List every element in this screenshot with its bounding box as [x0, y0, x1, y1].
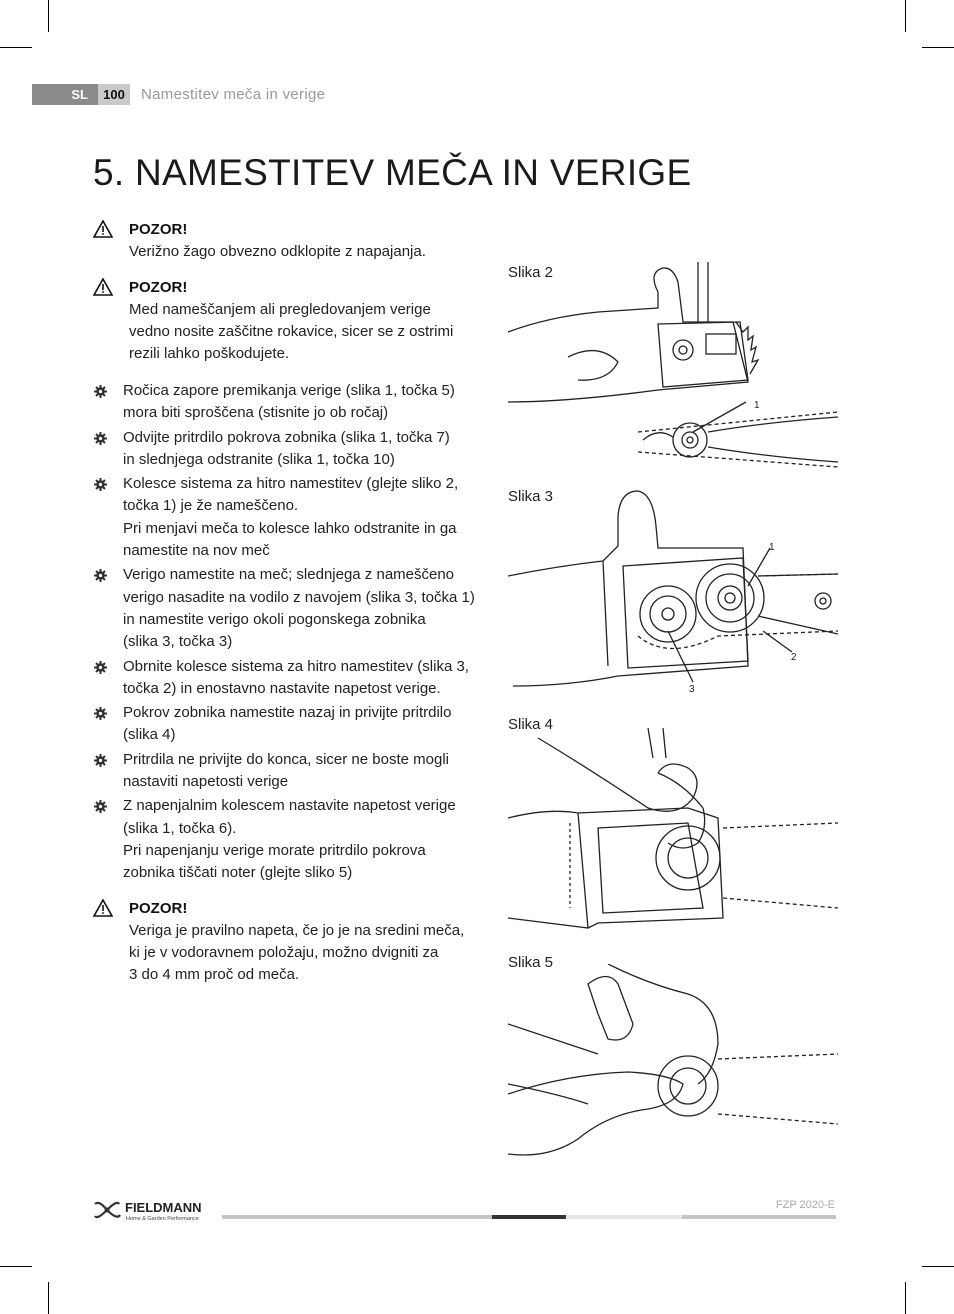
- gear-bullet-icon: [94, 754, 107, 767]
- list-item-line: Pokrov zobnika namestite nazaj in privijte pritrdilo: [123, 704, 452, 722]
- brand-tagline: Home & Garden Performance: [126, 1216, 199, 1222]
- footer-rule: [566, 1215, 682, 1219]
- gear-bullet-icon: [94, 800, 107, 813]
- crop-mark: [0, 1266, 32, 1267]
- list-item: [93, 795, 483, 884]
- list-item-line: (slika 1, točka 6).: [123, 819, 237, 837]
- gear-bullet-icon: [94, 569, 107, 582]
- gear-bullet-icon: [94, 385, 107, 398]
- list-item-line: (slika 4): [123, 726, 176, 744]
- figure-label: Slika 3: [508, 488, 554, 505]
- list-item-line: in namestite verigo okoli pogonskega zobnika: [123, 610, 426, 628]
- figure-3-callout: 2: [791, 652, 797, 663]
- warning-label: POZOR!: [129, 900, 188, 917]
- warning-text: vedno nosite zaščitne rokavice, sicer se z ostrimi: [129, 323, 454, 340]
- warning-text: ki je v vodoravnem položaju, možno dvigniti za: [129, 944, 439, 961]
- page-number: 100: [98, 84, 130, 105]
- list-item: [93, 656, 483, 701]
- crop-mark: [0, 47, 32, 48]
- list-item-line: mora biti sproščena (stisnite jo ob ročaj): [123, 404, 389, 422]
- figure-3-callout: 1: [769, 542, 775, 553]
- list-item: [93, 564, 483, 653]
- figure-label: Slika 4: [508, 716, 554, 733]
- warning-icon: [93, 899, 113, 917]
- list-item-line: točka 2) in enostavno nastavite napetost verige.: [123, 679, 441, 697]
- figure-label: Slika 2: [508, 264, 554, 281]
- warning-text: 3 do 4 mm proč od meča.: [129, 966, 300, 983]
- list-item: [93, 473, 483, 562]
- list-item-line: zobnika tiščati noter (glejte sliko 5): [123, 864, 353, 882]
- list-item-line: verigo nasadite na vodilo z navojem (slika 3, točka 1): [123, 588, 475, 606]
- list-item: [93, 702, 483, 747]
- footer-rule: [492, 1215, 566, 1219]
- model-number: FZP 2020-E: [775, 1199, 835, 1211]
- list-item-line: Pri napenjanju verige morate pritrdilo pokrova: [123, 841, 426, 859]
- list-item-line: Odvijte pritrdilo pokrova zobnika (slika 1, točka 7): [123, 428, 450, 446]
- warning-text: rezili lahko poškodujete.: [129, 345, 290, 362]
- section-header: Namestitev meča in verige: [141, 86, 326, 103]
- gear-bullet-icon: [94, 661, 107, 674]
- warning-icon: [93, 220, 113, 238]
- crop-mark: [905, 1282, 906, 1314]
- list-item-line: Kolesce sistema za hitro namestitev (glejte sliko 2,: [123, 475, 459, 493]
- warning-icon: [93, 278, 113, 296]
- crop-mark: [905, 0, 906, 32]
- list-item: [93, 380, 483, 425]
- list-item: [93, 749, 483, 794]
- figure-3-illustration: [508, 486, 838, 696]
- language-tag: SL: [32, 84, 98, 105]
- page-title: 5. NAMESTITEV MEČA IN VERIGE: [93, 152, 692, 193]
- warning-label: POZOR!: [129, 221, 188, 238]
- list-item-line: (slika 3, točka 3): [123, 633, 233, 651]
- list-item-line: Verigo namestite na meč; slednjega z nameščeno: [123, 566, 455, 584]
- list-item: [93, 427, 483, 472]
- footer-rule: [222, 1215, 492, 1219]
- list-item-line: namestite na nov meč: [123, 542, 270, 560]
- brand-name: FIELDMANN: [125, 1200, 202, 1215]
- instruction-list: [93, 380, 483, 887]
- gear-bullet-icon: [94, 707, 107, 720]
- list-item-line: Obrnite kolesce sistema za hitro namestitev (slika 3,: [123, 657, 469, 675]
- warning-text: Verižno žago obvezno odklopite z napajanja.: [129, 243, 426, 260]
- list-item-line: Z napenjalnim kolescem nastavite napetost verige: [123, 797, 456, 815]
- gear-bullet-icon: [94, 478, 107, 491]
- figure-2-callout: 1: [754, 400, 760, 411]
- list-item-line: točka 1) je že nameščeno.: [123, 497, 299, 515]
- warning-block: [93, 277, 473, 365]
- figure-5-illustration: [508, 964, 838, 1164]
- crop-mark: [922, 1266, 954, 1267]
- list-item-line: Pritrdila ne privijte do konca, sicer ne boste mogli: [123, 750, 449, 768]
- crop-mark: [48, 1282, 49, 1314]
- crop-mark: [48, 0, 49, 32]
- figure-3-callout: 3: [689, 684, 695, 695]
- figure-2-illustration: [508, 262, 838, 468]
- crop-mark: [922, 47, 954, 48]
- figure-4-illustration: [508, 728, 838, 936]
- list-item-line: in slednjega odstranite (slika 1, točka 10): [123, 450, 395, 468]
- footer-rule: [682, 1215, 836, 1219]
- fieldmann-logo: [93, 1196, 223, 1224]
- list-item-line: Ročica zapore premikanja verige (slika 1, točka 5): [123, 382, 455, 399]
- warning-text: Veriga je pravilno napeta, če jo je na sredini meča,: [129, 922, 465, 939]
- gear-bullet-icon: [94, 432, 107, 445]
- list-item-line: nastaviti napetosti verige: [123, 773, 289, 791]
- figure-label: Slika 5: [508, 954, 554, 971]
- warning-block: [93, 219, 473, 263]
- list-item-line: Pri menjavi meča to kolesce lahko odstranite in ga: [123, 519, 457, 537]
- warning-text: Med nameščanjem ali pregledovanjem verige: [129, 301, 431, 318]
- warning-block: [93, 898, 473, 986]
- warning-label: POZOR!: [129, 279, 188, 296]
